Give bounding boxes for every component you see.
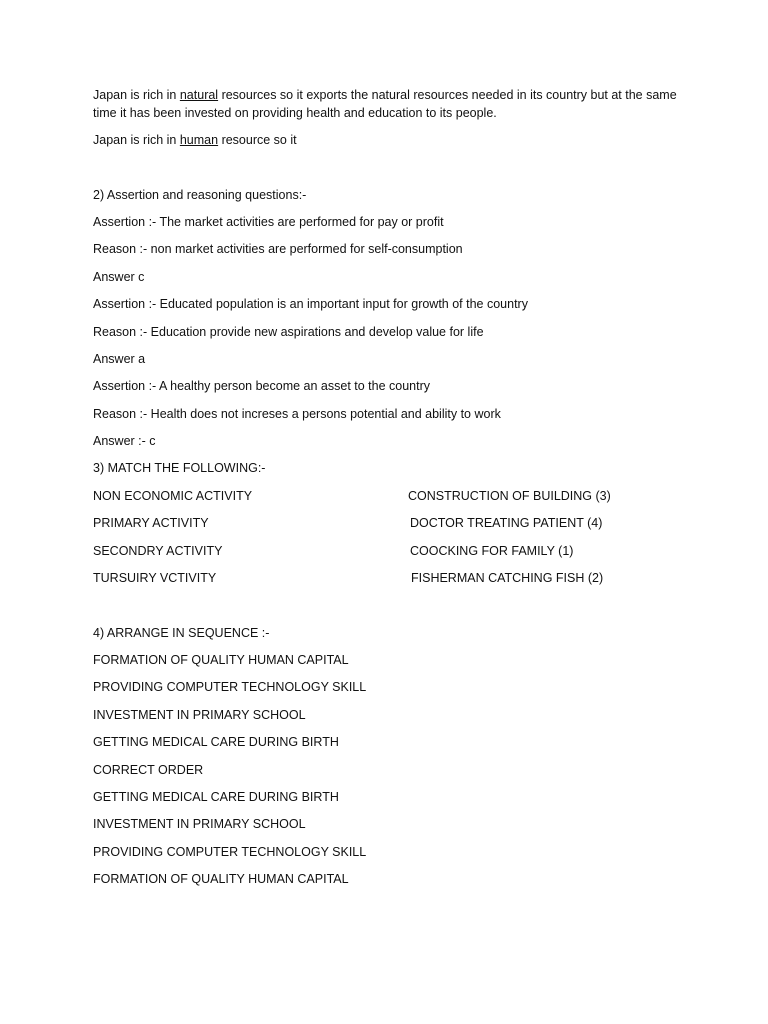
- assertion-heading: 2) Assertion and reasoning questions:-: [93, 188, 307, 202]
- intro-p2-underlined: human: [179, 133, 219, 147]
- sequence-item: FORMATION OF QUALITY HUMAN CAPITAL: [93, 872, 349, 886]
- assertion-line: Assertion :- A healthy person become an asset to the country: [93, 379, 430, 393]
- intro-p1-before: Japan is rich in: [93, 88, 180, 102]
- intro-p2-before: Japan is rich in: [93, 133, 180, 147]
- sequence-item: PROVIDING COMPUTER TECHNOLOGY SKILL: [93, 680, 367, 694]
- assertion-line: Answer a: [93, 352, 146, 366]
- match-row-left: NON ECONOMIC ACTIVITY: [93, 489, 253, 503]
- sequence-item: PROVIDING COMPUTER TECHNOLOGY SKILL: [93, 845, 367, 859]
- match-heading: 3) MATCH THE FOLLOWING:-: [93, 461, 266, 475]
- match-row-left: PRIMARY ACTIVITY: [93, 516, 209, 530]
- assertion-line: Answer c: [93, 270, 145, 284]
- correct-order-label: CORRECT ORDER: [93, 763, 204, 777]
- sequence-heading: 4) ARRANGE IN SEQUENCE :-: [93, 626, 270, 640]
- intro-paragraph-1: [93, 86, 683, 122]
- match-row-left: SECONDRY ACTIVITY: [93, 544, 223, 558]
- match-row-right: FISHERMAN CATCHING FISH (2): [411, 571, 604, 585]
- match-row-right: DOCTOR TREATING PATIENT (4): [410, 516, 603, 530]
- match-row-right: COOCKING FOR FAMILY (1): [410, 544, 574, 558]
- assertion-line: Reason :- Health does not increses a persons potential and ability to work: [93, 407, 501, 421]
- match-row-right: CONSTRUCTION OF BUILDING (3): [408, 489, 611, 503]
- intro-p1-underlined: natural: [179, 88, 219, 102]
- intro-p2-after: resource so it: [218, 133, 297, 147]
- sequence-item: GETTING MEDICAL CARE DURING BIRTH: [93, 790, 339, 804]
- sequence-item: INVESTMENT IN PRIMARY SCHOOL: [93, 817, 306, 831]
- assertion-line: Assertion :- The market activities are performed for pay or profit: [93, 215, 444, 229]
- sequence-item: FORMATION OF QUALITY HUMAN CAPITAL: [93, 653, 349, 667]
- intro-p1-after: resources so it exports the natural resources needed in its country but at the same time it has been invested on providing health and education to its people.: [93, 88, 677, 120]
- assertion-line: Answer :- c: [93, 434, 156, 448]
- assertion-line: Reason :- non market activities are performed for self-consumption: [93, 242, 463, 256]
- assertion-line: Reason :- Education provide new aspirations and develop value for life: [93, 325, 484, 339]
- match-row-left: TURSUIRY VCTIVITY: [93, 571, 217, 585]
- assertion-line: Assertion :- Educated population is an important input for growth of the country: [93, 297, 528, 311]
- sequence-item: INVESTMENT IN PRIMARY SCHOOL: [93, 708, 306, 722]
- intro-paragraph-2: [93, 131, 297, 149]
- sequence-item: GETTING MEDICAL CARE DURING BIRTH: [93, 735, 339, 749]
